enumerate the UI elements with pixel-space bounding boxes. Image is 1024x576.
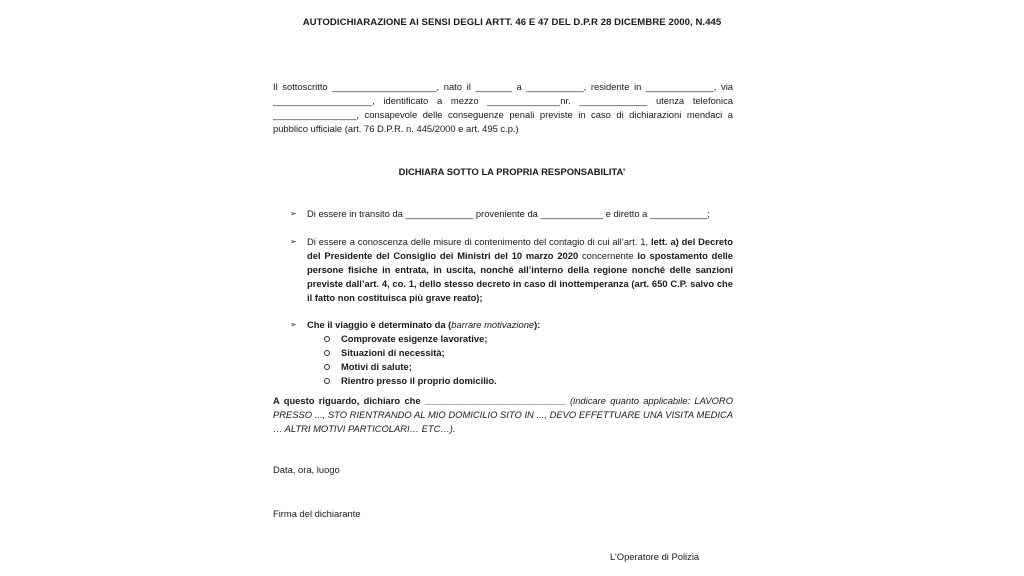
signature-label: Firma del dichiarante <box>273 508 361 519</box>
circle-bullet-icon <box>324 336 330 342</box>
motivation-part-3: ): <box>534 319 541 330</box>
option-necessity[interactable] <box>324 346 497 360</box>
option-work[interactable] <box>324 332 497 346</box>
motivation-part-1: Che il viaggio è determinato da ( <box>307 319 452 330</box>
regard-paragraph <box>273 394 733 436</box>
awareness-part-3: concernente <box>578 250 638 262</box>
awareness-part-4: lo spostamento delle persone fisiche in entrata, in uscita, nonché all’interno della regione nonché delle sanzioni previste dall’art. 4, co. 1, dello stesso decreto in caso di inottemperanza (art. 650 C.P. salvo che il fatto non costituisca più grave reato); <box>307 250 733 304</box>
bullet-motivation-text <box>307 318 733 332</box>
regard-part-2: (indicare quanto applicabile: LAVORO PRESSO ..., STO RIENTRANDO AL MIO DOMICILIO SITO IN ..., DEVO EFFETTUARE UNA VISITA MEDICA … ALTRI MOTIVI PARTICOLARI… ETC…). <box>273 395 733 435</box>
bullet-awareness <box>290 235 733 307</box>
bullet-awareness-text <box>307 235 733 305</box>
circle-bullet-icon <box>324 350 330 356</box>
bullet-transit-text: Di essere in transito da _____________ proveniente da ____________ e diretto a ___________; <box>307 208 710 219</box>
awareness-part-2: lett. a) del Decreto del Presidente del Consiglio dei Ministri del 10 marzo 2020 <box>307 236 733 262</box>
motivation-options <box>324 332 497 388</box>
awareness-part-1: Di essere a conoscenza delle misure di contenimento del contagio di cui all’art. 1, <box>307 236 651 247</box>
option-label: Situazioni di necessità; <box>341 347 445 359</box>
arrow-bullet-icon: ➢ <box>290 320 297 329</box>
option-label: Rientro presso il proprio domicilio. <box>341 375 497 387</box>
document-title: AUTODICHIARAZIONE AI SENSI DEGLI ARTT. 46 E 47 DEL D.P.R 28 DICEMBRE 2000, N.445 <box>302 17 722 28</box>
option-label: Comprovate esigenze lavorative; <box>341 333 488 344</box>
arrow-bullet-icon: ➢ <box>290 209 297 218</box>
option-home[interactable] <box>324 374 497 388</box>
arrow-bullet-icon: ➢ <box>290 237 297 246</box>
circle-bullet-icon <box>324 378 330 384</box>
option-label: Motivi di salute; <box>341 361 412 373</box>
date-place-label: Data, ora, luogo <box>273 464 340 475</box>
motivation-part-2: barrare motivazione <box>451 319 535 330</box>
option-health[interactable] <box>324 360 497 374</box>
intro-paragraph: Il sottoscritto ____________________, nato il _______ a ___________, residente in _____________, via ___________________, identificato a mezzo ______________nr. _____________ utenza telefonica ________________, consapevole delle conseguenze penali previste in caso di dichiarazioni mendaci a pubblico ufficiale (art. 76 D.P.R. n. 445/2000 e art. 495 c.p.) <box>273 81 733 135</box>
declaration-heading: DICHIARA SOTTO LA PROPRIA RESPONSABILITA’ <box>398 166 626 177</box>
officer-label: L’Operatore di Polizia <box>610 551 700 562</box>
regard-part-1: A questo riguardo, dichiaro che ___________________________ <box>273 395 566 406</box>
circle-bullet-icon <box>324 364 330 370</box>
